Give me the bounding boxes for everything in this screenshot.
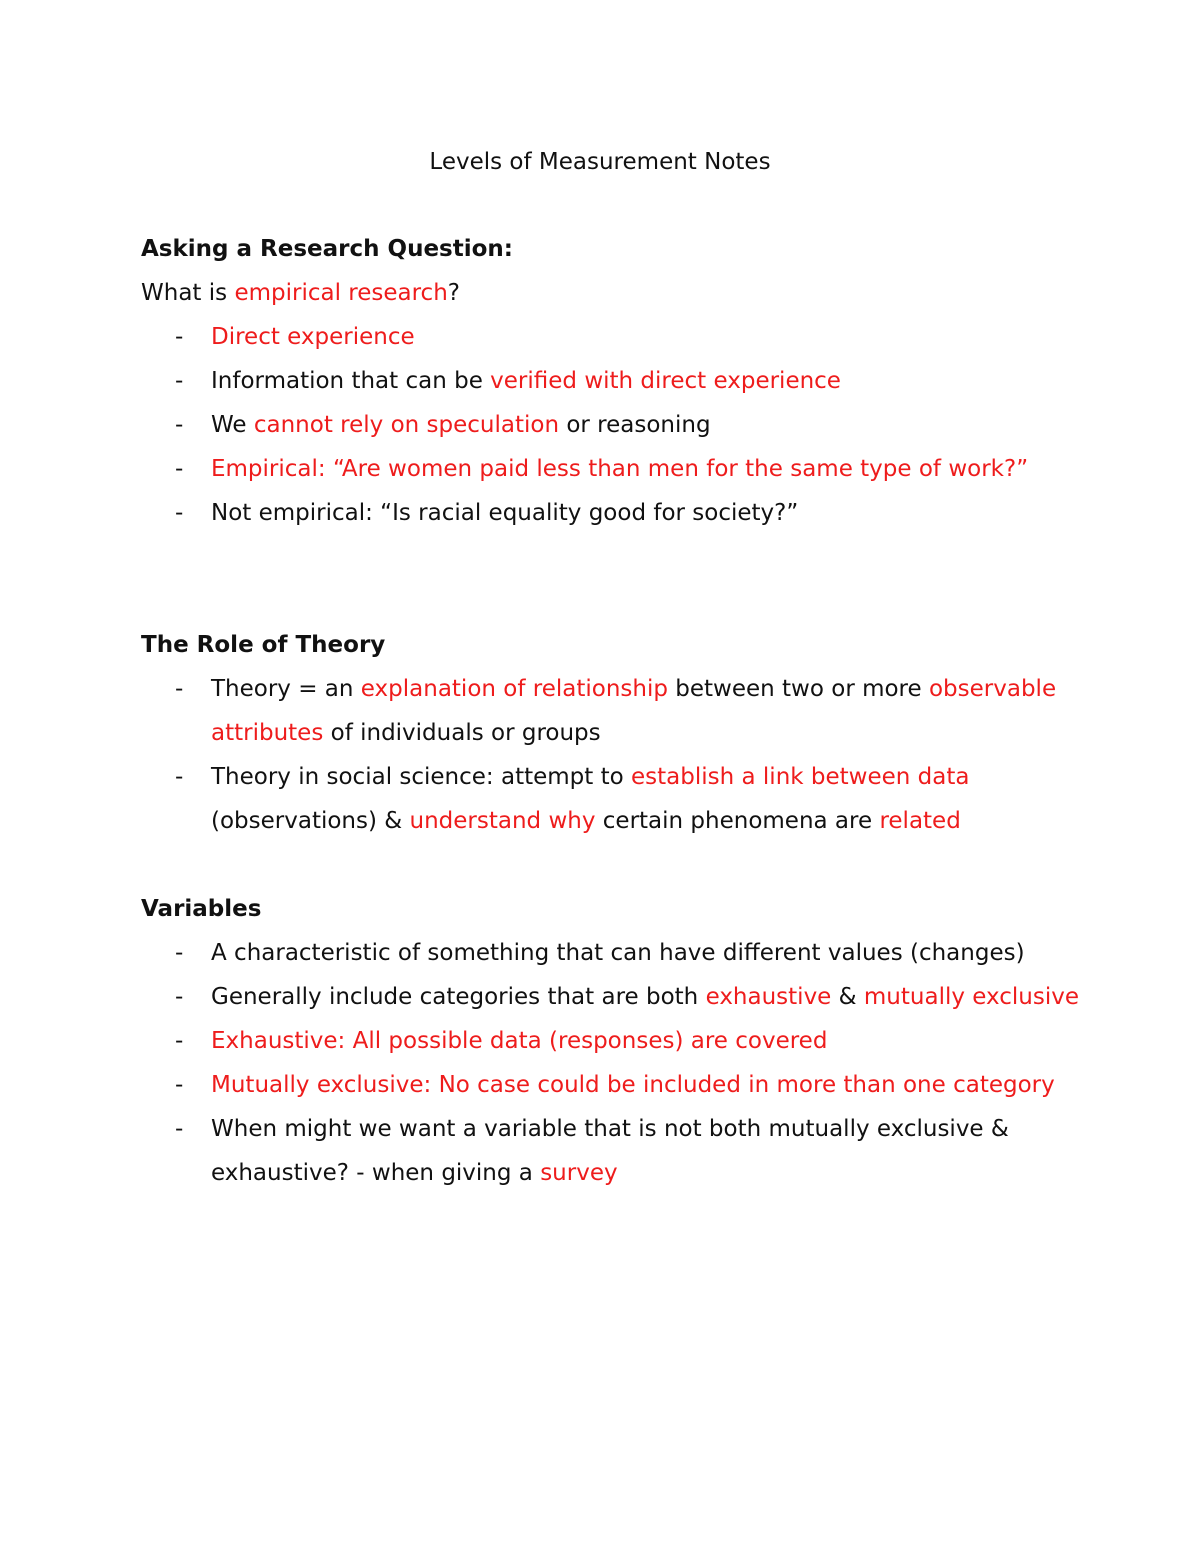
bullet-item [141, 403, 1081, 447]
bullet-dash-icon: - [175, 456, 184, 482]
highlighted-text: verified with direct experience [490, 368, 841, 394]
body-text: certain phenomena are [595, 808, 880, 834]
bullet-item [141, 491, 1081, 535]
highlighted-text: establish a link between data [631, 764, 970, 790]
body-text: Generally include categories that are both [211, 984, 706, 1010]
body-text: & [831, 984, 864, 1010]
body-text: A characteristic of something that can have different values (changes) [211, 940, 1025, 966]
highlighted-text: Direct experience [211, 324, 415, 350]
bullet-list [141, 667, 1081, 843]
highlighted-text: survey [540, 1160, 618, 1186]
bullet-dash-icon: - [175, 1116, 184, 1142]
bullet-item [141, 1107, 1081, 1195]
body-text: Theory in social science: attempt to [211, 764, 632, 790]
body-text: We [211, 412, 254, 438]
highlighted-text: mutually exclusive [863, 984, 1079, 1010]
bullet-dash-icon: - [175, 1028, 184, 1054]
bullet-item [141, 1063, 1081, 1107]
highlighted-text: exhaustive [705, 984, 832, 1010]
bullet-dash-icon: - [175, 764, 184, 790]
highlighted-text: Empirical: “Are women paid less than men for the same type of work?” [211, 456, 1029, 482]
body-text: Theory = an [211, 676, 361, 702]
body-text: Information that can be [211, 368, 491, 394]
highlighted-text: empirical research [234, 280, 448, 306]
bullet-item [141, 315, 1081, 359]
bullet-dash-icon: - [175, 412, 184, 438]
highlighted-text: Mutually exclusive: No case could be included in more than one category [211, 1072, 1055, 1098]
highlighted-text: Exhaustive: All possible data (responses) are covered [211, 1028, 828, 1054]
highlighted-text: understand why [409, 808, 596, 834]
bullet-item [141, 667, 1081, 755]
bullet-item [141, 931, 1081, 975]
section-role-of-theory [141, 623, 1081, 843]
bullet-item [141, 975, 1081, 1019]
highlighted-text: related [879, 808, 961, 834]
section-variables [141, 887, 1081, 1195]
section-research-question [141, 227, 1081, 535]
bullet-dash-icon: - [175, 940, 184, 966]
body-text: of individuals or groups [323, 720, 601, 746]
highlighted-text: observable attributes [211, 676, 1057, 746]
bullet-item [141, 1019, 1081, 1063]
bullet-dash-icon: - [175, 984, 184, 1010]
section-heading: Variables [141, 896, 262, 922]
body-text: When might we want a variable that is not both mutually exclusive & exhaustive? - when giving a [211, 1116, 1009, 1186]
bullet-item [141, 359, 1081, 403]
highlighted-text: cannot rely on speculation [253, 412, 560, 438]
bullet-list [141, 931, 1081, 1195]
bullet-item [141, 755, 1081, 843]
bullet-dash-icon: - [175, 368, 184, 394]
bullet-list [141, 315, 1081, 535]
bullet-item [141, 447, 1081, 491]
bullet-dash-icon: - [175, 1072, 184, 1098]
body-text: (observations) & [211, 808, 410, 834]
body-text: What is [141, 280, 235, 306]
section-heading: Asking a Research Question: [141, 236, 513, 262]
section-heading: The Role of Theory [141, 632, 386, 658]
highlighted-text: explanation of relationship [360, 676, 668, 702]
body-text: between two or more [667, 676, 929, 702]
bullet-dash-icon: - [175, 324, 184, 350]
body-text: Not empirical: “Is racial equality good for society?” [211, 500, 799, 526]
bullet-dash-icon: - [175, 676, 184, 702]
body-text: or reasoning [559, 412, 711, 438]
body-text: ? [447, 280, 460, 306]
section-intro [141, 271, 1081, 315]
document-title: Levels of Measurement Notes [429, 149, 771, 175]
bullet-dash-icon: - [175, 500, 184, 526]
